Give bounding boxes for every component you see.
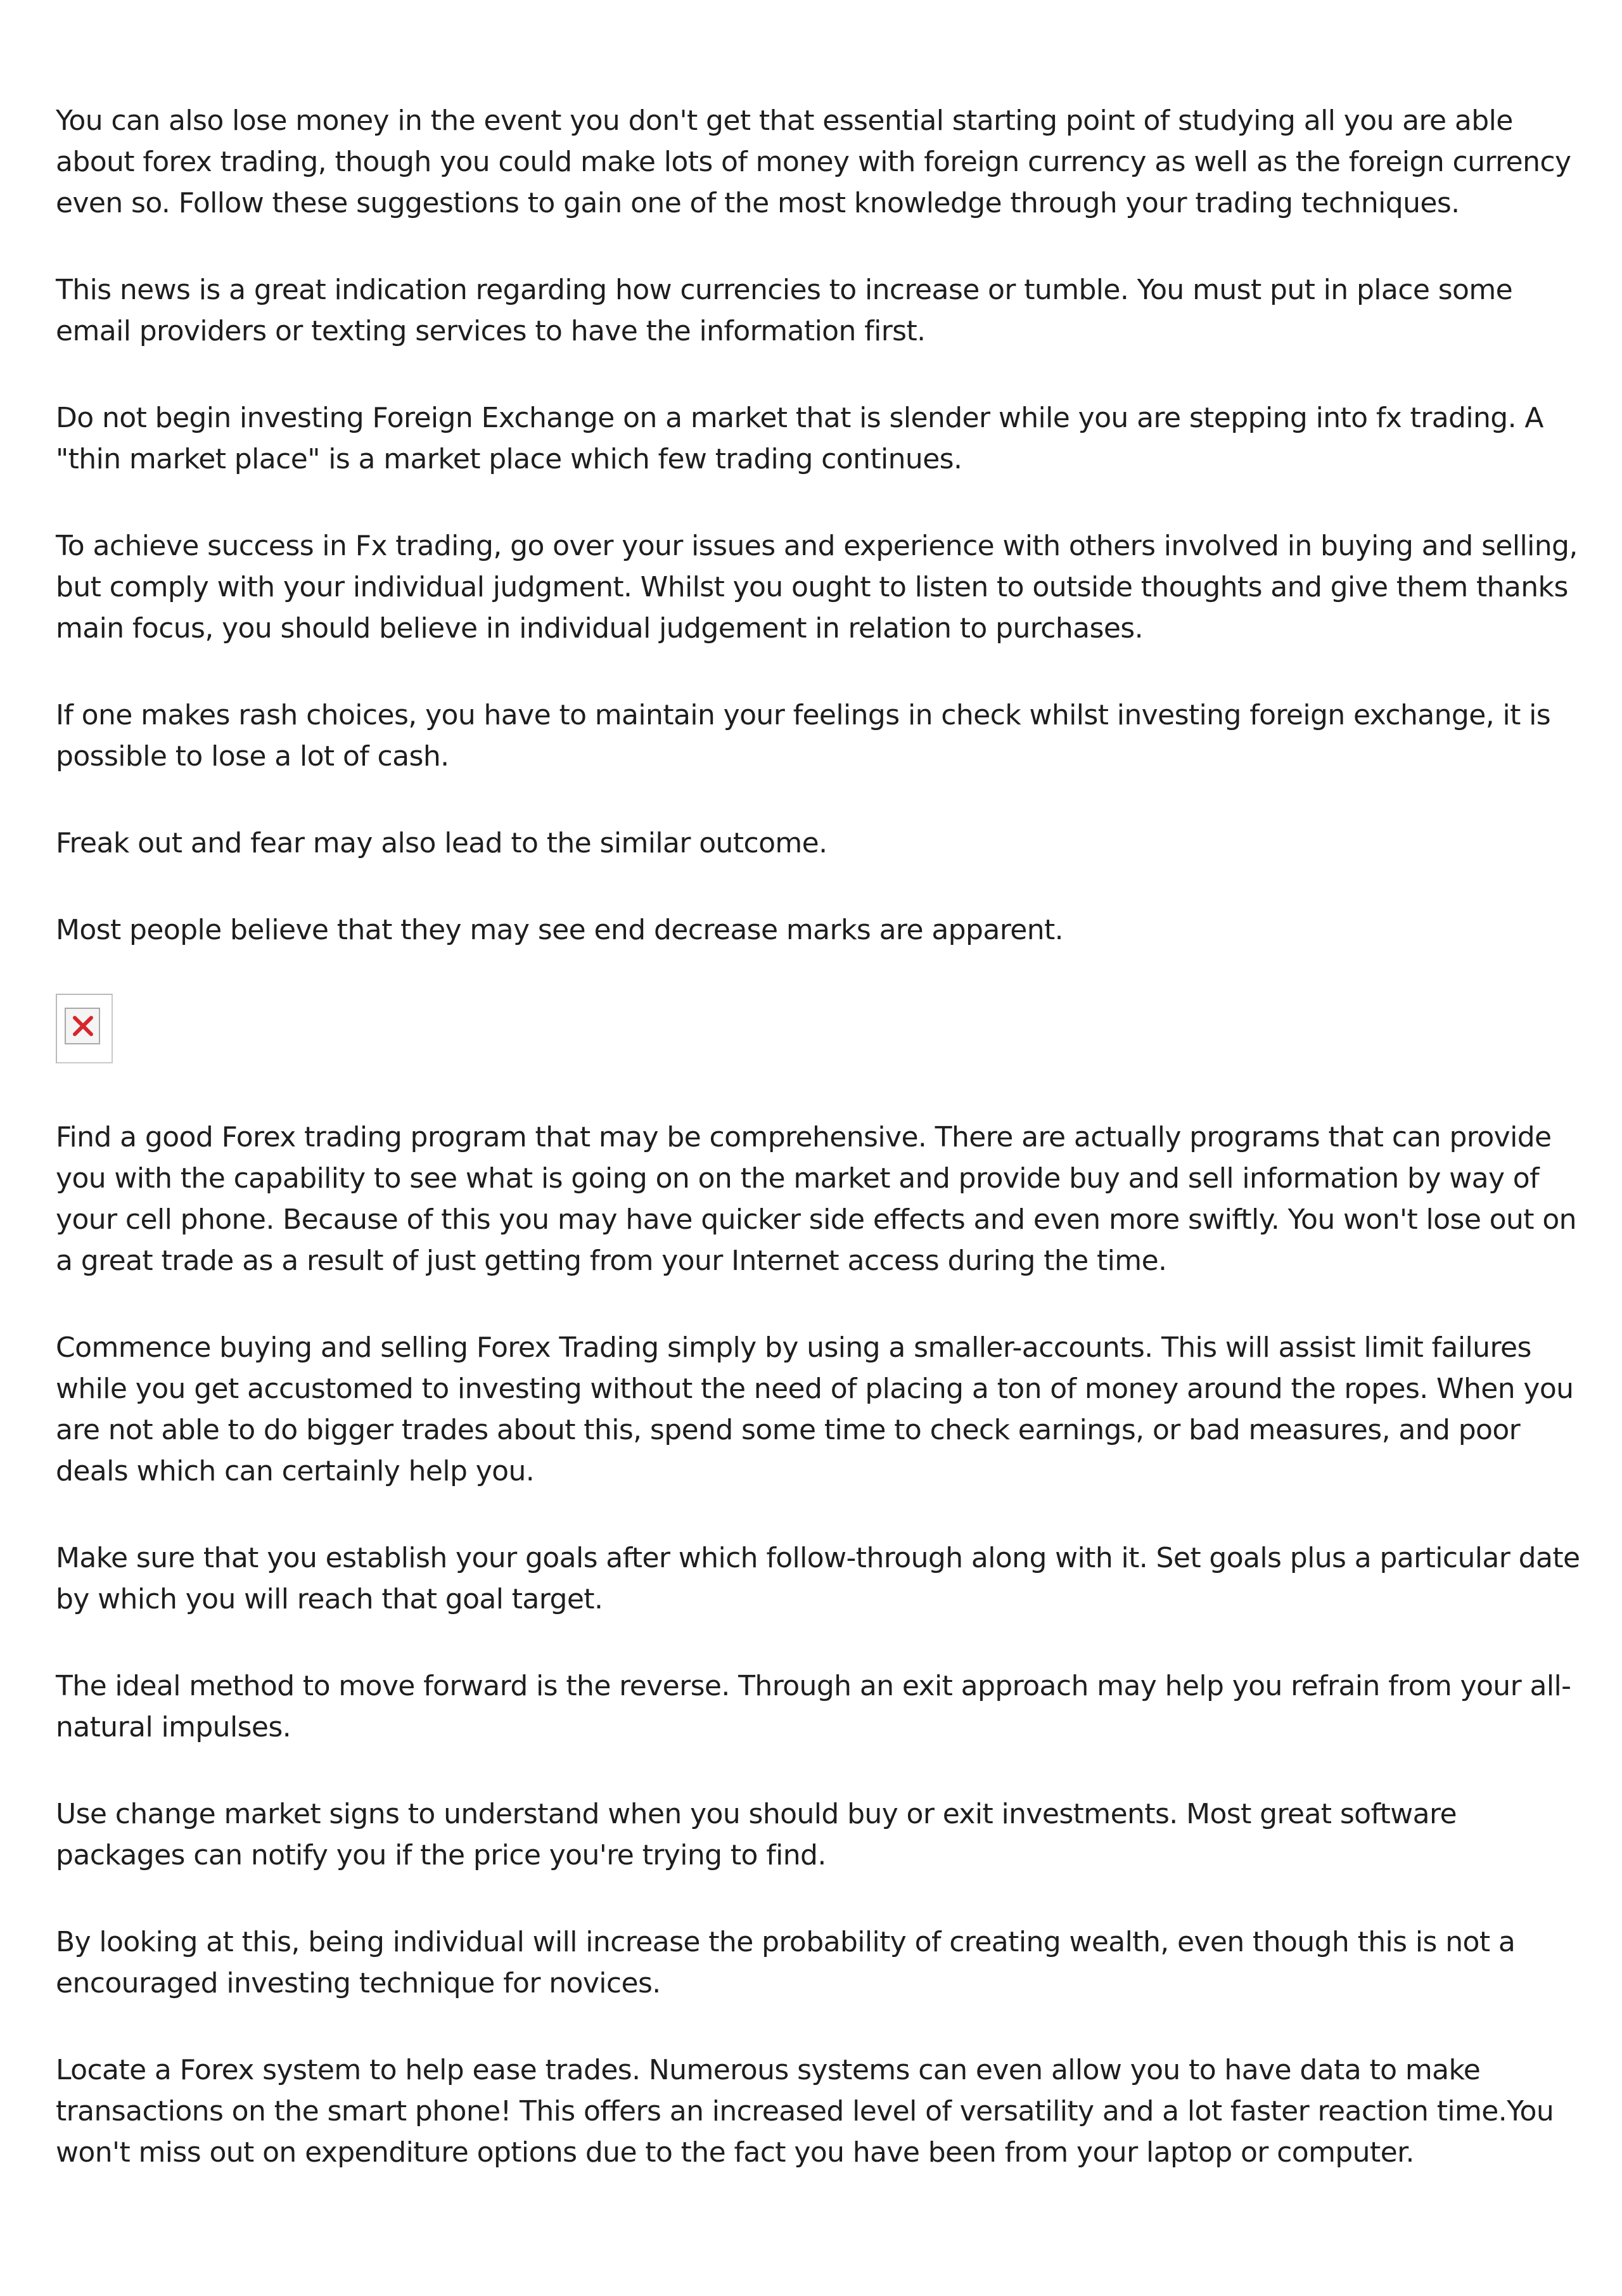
paragraph-2: This news is a great indication regarding how currencies to increase or tumble. You must put in place some email providers or texting services to have the information first. xyxy=(56,274,1513,347)
paragraph-5: If one makes rash choices, you have to maintain your feelings in check whilst investing foreign exchange, it is possible to lose a lot of cash. xyxy=(56,699,1551,773)
article-body xyxy=(56,100,1589,2219)
paragraph-4: To achieve success in Fx trading, go over your issues and experience with others involved in buying and selling, but comply with your individual judgment. Whilst you ought to listen to outside thoughts and give them thanks main focus, you should believe in individual judgement in relation to purchases. xyxy=(56,530,1578,645)
paragraph-1: You can also lose money in the event you don't get that essential starting point of studying all you are able about forex trading, though you could make lots of money with foreign currency as well as the foreign currency even so. Follow these suggestions to gain one of the most knowledge through your trading techniques. xyxy=(56,105,1571,219)
broken-image-icon xyxy=(70,1013,96,1039)
paragraph-6: Freak out and fear may also lead to the similar outcome. xyxy=(56,827,827,859)
paragraph-13: By looking at this, being individual will increase the probability of creating wealth, even though this is not a encouraged investing technique for novices. xyxy=(56,1926,1516,1999)
paragraph-9: Commence buying and selling Forex Trading simply by using a smaller-accounts. This will assist limit failures while you get accustomed to investing without the need of placing a ton of money around the ropes. When you are not able to do bigger trades about this, spend some time to check earnings, or bad measures, and poor deals which can certainly help you. xyxy=(56,1331,1574,1487)
broken-image-frame xyxy=(65,1008,100,1044)
paragraph-7: Most people believe that they may see end decrease marks are apparent. xyxy=(56,914,1064,946)
paragraph-11: The ideal method to move forward is the reverse. Through an exit approach may help you refrain from your all-natural impulses. xyxy=(56,1670,1571,1743)
paragraph-12: Use change market signs to understand when you should buy or exit investments. Most great software packages can notify you if the price you're trying to find. xyxy=(56,1798,1457,1871)
paragraph-10: Make sure that you establish your goals after which follow-through along with it. Set goals plus a particular date by which you will reach that goal target. xyxy=(56,1542,1580,1615)
paragraph-14: Locate a Forex system to help ease trades. Numerous systems can even allow you to have data to make transactions on the smart phone! This offers an increased level of versatility and a lot faster reaction time.You won't miss out on expenditure options due to the fact you have been from your laptop or computer. xyxy=(56,2054,1554,2169)
broken-image[interactable] xyxy=(56,994,113,1063)
paragraph-8: Find a good Forex trading program that may be comprehensive. There are actually programs that can provide you with the capability to see what is going on on the market and provide buy and sell information by way of your cell phone. Because of this you may have quicker side effects and even more swiftly. You won't lose out on a great trade as a result of just getting from your Internet access during the time. xyxy=(56,1121,1576,1277)
paragraph-3: Do not begin investing Foreign Exchange on a market that is slender while you are stepping into fx trading. A "thin market place" is a market place which few trading continues. xyxy=(56,402,1543,475)
